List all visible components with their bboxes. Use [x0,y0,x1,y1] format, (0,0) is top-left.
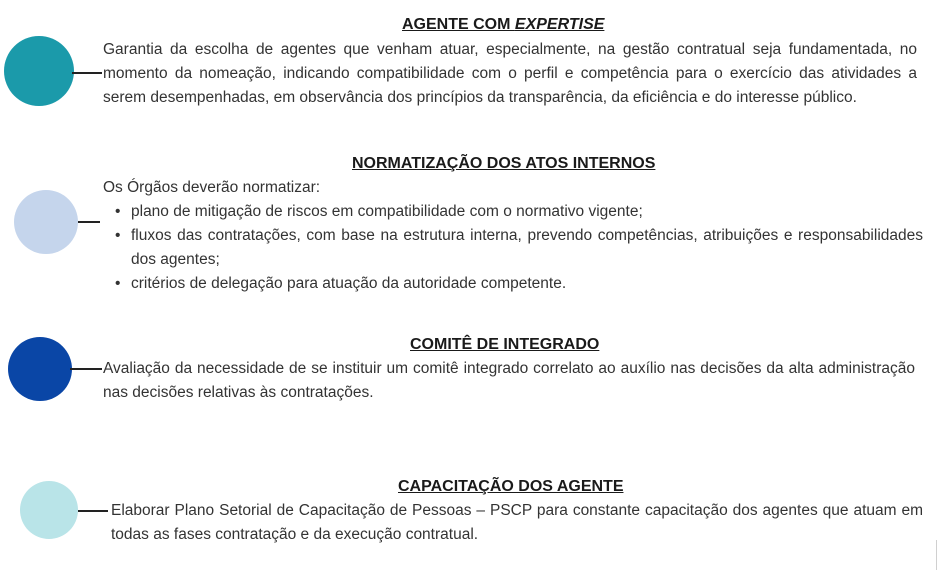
section-text-capacitacao: Elaborar Plano Setorial de Capacitação de Pessoas – PSCP para constante capacitação dos agentes que atuam em todas as fases contratação e da execução contratual. [111,502,923,543]
section-intro-normatizacao: Os Órgãos deverão normatizar: [103,179,321,196]
page-edge-divider [936,540,937,570]
pale-cyan-circle-icon [20,481,78,539]
section-title-agente: AGENTE COM EXPERTISE [402,16,605,33]
connector-line [78,221,100,223]
connector-line [70,368,102,370]
section-title-comite: COMITÊ DE INTEGRADO [410,336,600,353]
list-item: • plano de mitigação de riscos em compatibilidade com o normativo vigente; [111,200,923,224]
connector-line [72,72,102,74]
section-text-agente: Garantia da escolha de agentes que venham atuar, especialmente, na gestão contratual seja fundamentada, no momento da nomeação, indicando compatibilidade com o perfil e competência para o exercício das atividades a serem desempenhadas, em observância dos princípios da transparência, da eficiência e do interesse público. [103,41,917,106]
section-title-normatizacao: NORMATIZAÇÃO DOS ATOS INTERNOS [352,155,656,172]
connector-line [78,510,108,512]
list-item: • critérios de delegação para atuação da autoridade competente. [111,272,923,296]
section-text-comite: Avaliação da necessidade de se instituir um comitê integrado correlato ao auxílio nas decisões da alta administração nas decisões relativas às contratações. [103,360,915,401]
section-title-capacitacao: CAPACITAÇÃO DOS AGENTE [398,478,624,495]
dark-blue-circle-icon [8,337,72,401]
teal-circle-icon [4,36,74,106]
normatizacao-list [111,200,923,296]
list-item: • fluxos das contratações, com base na estrutura interna, prevendo competências, atribuições e responsabilidades dos agentes; [111,224,923,272]
light-blue-circle-icon [14,190,78,254]
